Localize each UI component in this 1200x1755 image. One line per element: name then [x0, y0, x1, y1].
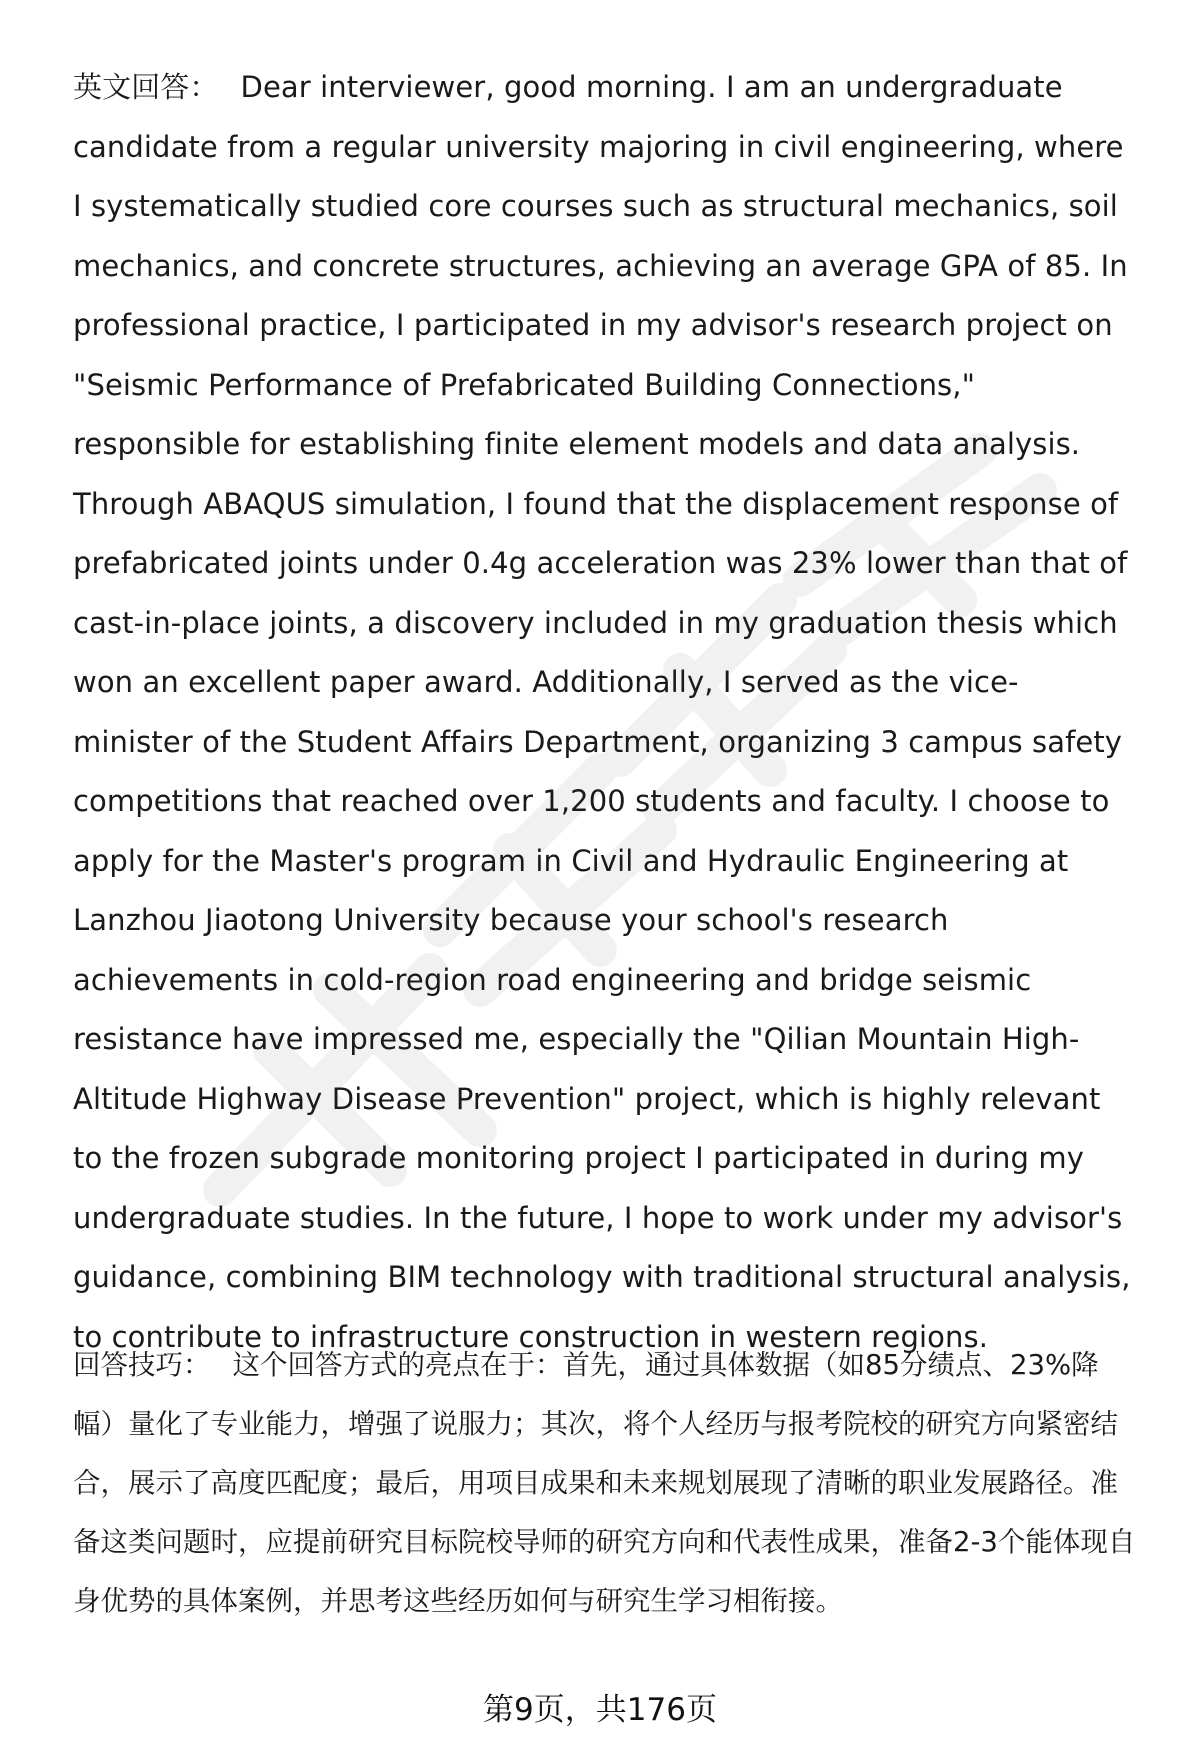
answer-tips-section	[73, 1336, 1137, 1631]
english-answer-section	[73, 58, 1137, 1367]
tips-text: 这个回答方式的亮点在于：首先，通过具体数据（如85分绩点、23%降幅）量化了专业能力，增强了说服力；其次，将个人经历与报考院校的研究方向紧密结合，展示了高度匹配度；最后，用项目成果和未来规划展现了清晰的职业发展路径。准备这类问题时，应提前研究目标院校导师的研究方向和代表性成果，准备2-3个能体现自身优势的具体案例，并思考这些经历如何与研究生学习相衔接。	[73, 1349, 1136, 1617]
page-indicator: 第9页，共176页	[483, 1692, 717, 1728]
answer-label: 英文回答：	[73, 70, 219, 104]
tips-label: 回答技巧：	[73, 1349, 211, 1381]
answer-text: Dear interviewer, good morning. I am an undergraduate candidate from a regular university majoring in civil engineering, where I systematically studied core courses such as structural mechanics, soil mechanics, and concrete structures, achieving an average GPA of 85. In professional practice, I participated in my advisor's research project on "Seismic Performance of Prefabricated Building Connections," responsible for establishing finite element models and data analysis. Through ABAQUS simulation, I found that the displacement response of prefabricated joints under 0.4g acceleration was 23% lower than that of cast-in-place joints, a discovery included in my graduation thesis which won an excellent paper award. Additionally, I served as the vice-minister of the Student Affairs Department, organizing 3 campus safety competitions that reached over 1,200 students and faculty. I choose to apply for the Master's program in Civil and Hydraulic Engineering at Lanzhou Jiaotong University because your school's research achievements in cold-region road engineering and bridge seismic resistance have impressed me, especially the "Qilian Mountain High-Altitude Highway Disease Prevention" project, which is highly relevant to the frozen subgrade monitoring project I participated in during my undergraduate studies. In the future, I hope to work under my advisor's guidance, combining BIM technology with traditional structural analysis, to contribute to infrastructure construction in western regions.	[73, 70, 1131, 1354]
